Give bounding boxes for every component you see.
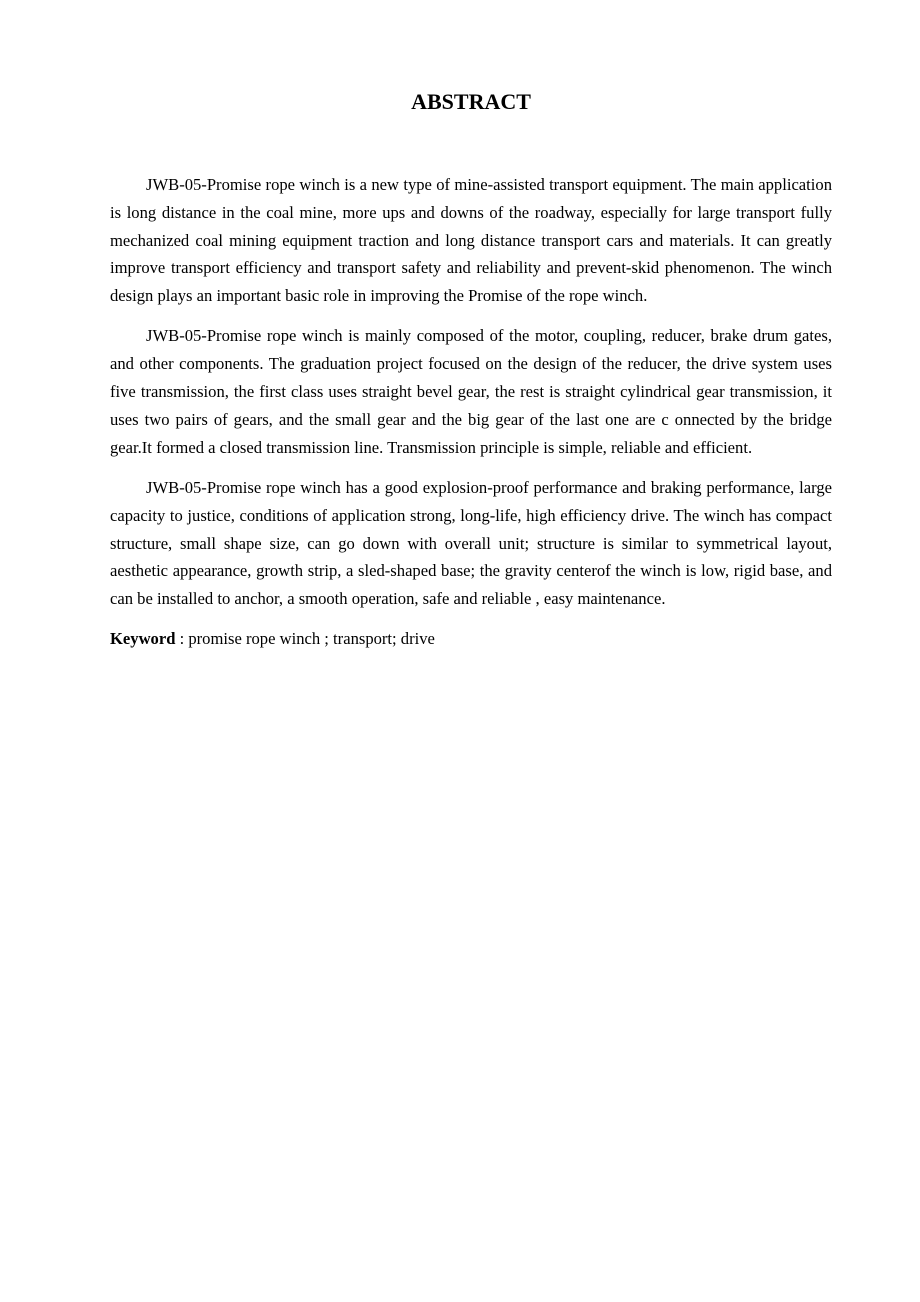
page-title: ABSTRACT (411, 89, 531, 114)
keyword-list: : promise rope winch ; transport; drive (175, 629, 435, 649)
abstract-paragraph-3: JWB-05-Promise rope winch has a good explosion-proof performance and braking performance, large capacity to justice, conditions of application strong, long-life, high efficiency drive. The winch has compact structure, small shape size, can go down with overall unit; structure is similar to symmetrical layout, aesthetic appearance, growth strip, a sled-shaped base; the gravity centerof the winch is low, rigid base, and can be installed to anchor, a smooth operation, safe and reliable , easy maintenance. (110, 477, 832, 609)
abstract-paragraph-1: JWB-05-Promise rope winch is a new type of mine-assisted transport equipment. The main application is long distance in the coal mine, more ups and downs of the roadway, especially for large transport fully mechanized coal mining equipment traction and long distance transport cars and materials. It can greatly improve transport efficiency and transport safety and reliability and prevent-skid phenomenon. The winch design plays an important basic role in improving the Promise of the rope winch. (110, 175, 832, 306)
abstract-paragraph-2: JWB-05-Promise rope winch is mainly composed of the motor, coupling, reducer, brake drum gates, and other components. The graduation project focused on the design of the reducer, the drive system uses five transmission, the first class uses straight bevel gear, the rest is straight cylindrical gear transmission, it uses two pairs of gears, and the small gear and the big gear of the last one are c onnected by the bridge gear.It formed a closed transmission line. Transmission principle is simple, reliable and efficient. (110, 326, 832, 457)
abstract-body (110, 171, 832, 653)
keyword-label: Keyword (110, 629, 176, 649)
keywords-line (110, 625, 832, 653)
